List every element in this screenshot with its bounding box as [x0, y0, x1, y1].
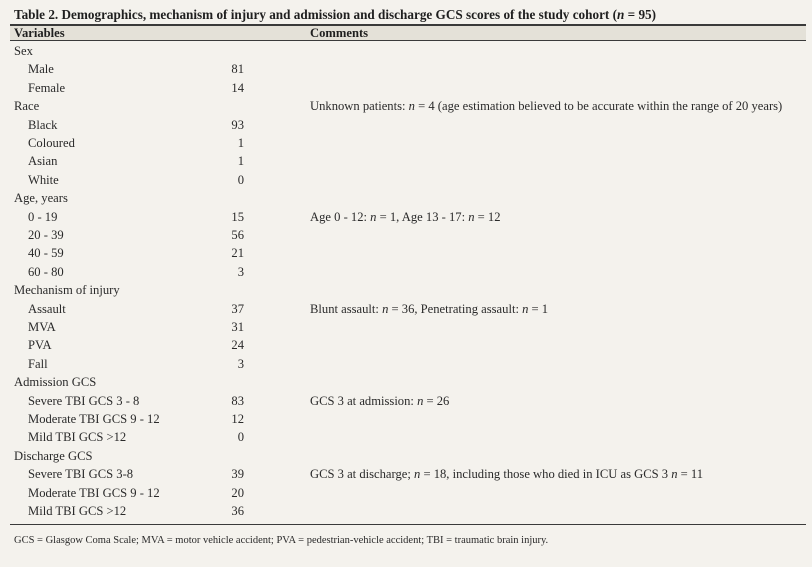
caption-n: n	[617, 7, 625, 22]
count-value: 83	[231, 393, 244, 408]
table-row	[0, 502, 812, 520]
table-row	[0, 152, 812, 170]
caption-prefix: Table 2. Demographics, mechanism of injury and admission and discharge GCS scores of the study cohort (	[14, 7, 617, 22]
variable-label: Assault	[28, 301, 66, 316]
table-row	[0, 318, 812, 336]
category-row	[0, 42, 812, 60]
table-row	[0, 171, 812, 189]
variable-label: Mild TBI GCS >12	[28, 430, 127, 445]
variable-label: Severe TBI GCS 3 - 8	[28, 393, 140, 408]
table-row	[0, 226, 812, 244]
variable-label: PVA	[28, 338, 52, 353]
category-row	[0, 97, 812, 115]
table-row	[0, 79, 812, 97]
variable-label: 0 - 19	[28, 209, 58, 224]
category-label: Discharge GCS	[14, 448, 93, 463]
variable-label: 40 - 59	[28, 246, 64, 261]
table-row	[0, 134, 812, 152]
comment-text: Blunt assault: n = 36, Penetrating assault: n = 1	[310, 301, 549, 316]
count-value: 20	[231, 485, 244, 500]
category-label: Age, years	[14, 191, 68, 206]
header-comments: Comments	[310, 26, 369, 40]
variable-label: Male	[28, 62, 54, 77]
category-label: Race	[14, 99, 40, 114]
count-value: 93	[231, 117, 244, 132]
comment-text: Age 0 - 12: n = 1, Age 13 - 17: n = 12	[310, 209, 501, 224]
count-value: 56	[231, 228, 244, 242]
variable-label: White	[28, 172, 59, 187]
table-row	[0, 410, 812, 428]
table-header-rule	[10, 40, 806, 41]
variable-label: Black	[28, 117, 58, 132]
table-row	[0, 336, 812, 354]
table-row	[0, 355, 812, 373]
header-variables: Variables	[14, 26, 65, 40]
table-row	[0, 244, 812, 262]
table-row	[0, 300, 812, 318]
table-header-band	[10, 26, 806, 40]
table-bottom-rule	[10, 524, 806, 525]
count-value: 3	[237, 264, 244, 279]
category-label: Admission GCS	[14, 375, 97, 390]
variable-label: 60 - 80	[28, 264, 64, 279]
variable-label: Coloured	[28, 136, 75, 150]
variable-label: Moderate TBI GCS 9 - 12	[28, 485, 160, 500]
category-row	[0, 447, 812, 465]
table-row	[0, 116, 812, 134]
category-row	[0, 189, 812, 207]
count-value: 0	[237, 430, 244, 445]
variable-label: Female	[28, 80, 66, 95]
variable-label: Moderate TBI GCS 9 - 12	[28, 412, 160, 426]
comment-text: GCS 3 at admission: n = 26	[310, 393, 450, 408]
count-value: 12	[231, 412, 244, 426]
table-row	[0, 465, 812, 483]
caption-suffix: = 95)	[624, 7, 657, 22]
count-value: 31	[231, 320, 244, 334]
count-value: 1	[237, 154, 244, 169]
table-caption	[10, 6, 806, 24]
variable-label: Mild TBI GCS >12	[28, 504, 127, 518]
count-value: 36	[231, 504, 244, 518]
variable-label: Fall	[28, 356, 48, 371]
category-label: Mechanism of injury	[14, 283, 120, 298]
table-row	[0, 484, 812, 502]
table-row	[0, 392, 812, 410]
count-value: 15	[231, 209, 244, 224]
category-row	[0, 281, 812, 299]
table-row	[0, 428, 812, 446]
table-row	[0, 208, 812, 226]
category-label: Sex	[14, 44, 33, 58]
count-value: 3	[237, 356, 244, 371]
category-row	[0, 373, 812, 391]
comment-text: GCS 3 at discharge; n = 18, including those who died in ICU as GCS 3 n = 11	[310, 467, 704, 482]
table-row	[0, 60, 812, 78]
table-row	[0, 263, 812, 281]
comment-text: Unknown patients: n = 4 (age estimation believed to be accurate within the range of 20 years)	[310, 99, 783, 114]
count-value: 21	[231, 246, 244, 261]
variable-label: MVA	[28, 320, 56, 334]
count-value: 0	[237, 172, 244, 187]
variable-label: 20 - 39	[28, 228, 64, 242]
count-value: 14	[231, 80, 244, 95]
variable-label: Severe TBI GCS 3-8	[28, 467, 134, 482]
variable-label: Asian	[28, 154, 58, 169]
count-value: 81	[231, 62, 244, 77]
count-value: 24	[231, 338, 244, 353]
table-footnote: GCS = Glasgow Coma Scale; MVA = motor vehicle accident; PVA = pedestrian-vehicle accident; TBI = traumatic brain injury.	[14, 535, 549, 546]
count-value: 39	[231, 467, 244, 482]
count-value: 1	[237, 136, 244, 150]
count-value: 37	[231, 301, 244, 316]
